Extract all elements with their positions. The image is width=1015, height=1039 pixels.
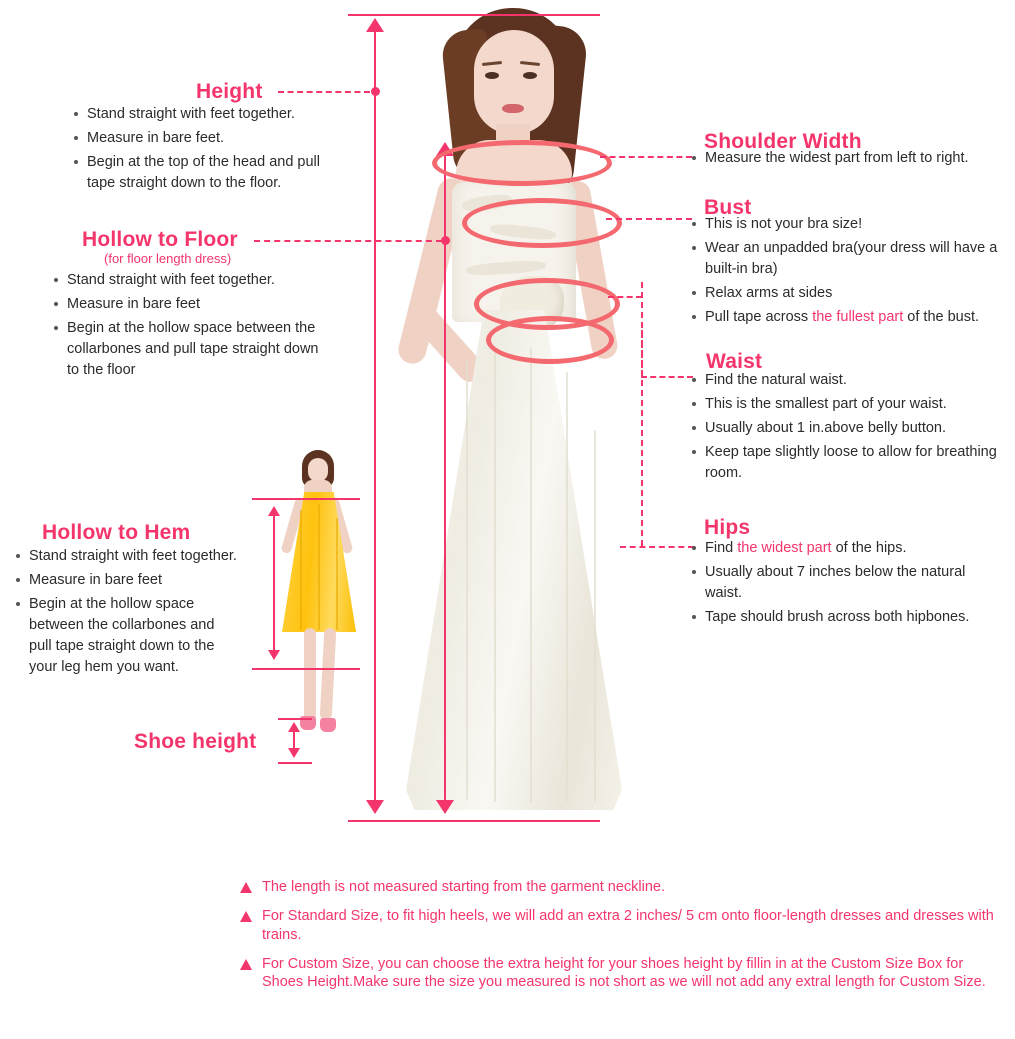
hollow-to-hem-bullets [14,546,240,681]
hollow-to-floor-line [444,154,446,802]
eye-left [485,72,499,79]
hollow-to-hem-line [273,516,275,654]
hollow-floor-callout-leader [254,240,442,242]
hollow-hem-top-bar [252,498,360,500]
skirt-fold [566,372,568,802]
bride-illustration [370,0,650,830]
list-item: Tape should brush across both hipbones. [690,607,1006,628]
note-text: For Standard Size, to fit high heels, we will add an extra 2 inches/ 5 cm onto floor-length dresses and dresses with trains. [262,907,994,943]
height-bullets [72,104,342,197]
note-text: For Custom Size, you can choose the extra height for your shoes height by fillin in at the Custom Size Box for Shoes Height.Make sure the size you measured is not short as we will not add any extral length for Custom Size. [262,955,986,991]
lips [502,104,524,113]
bust-text-before: Pull tape across [705,309,813,326]
hips-text-after: of the hips. [831,540,907,556]
list-item: Measure in bare feet [52,294,332,315]
footer-notes [240,878,1000,1002]
list-item: Stand straight with feet together. [52,270,332,291]
list-item: Begin at the top of the head and pull tape straight down to the floor. [72,152,342,194]
list-item: Measure in bare feet [14,570,240,591]
hips-text-before: Find [705,540,738,556]
hollow-hem-arrow-up [268,506,280,516]
list-item: Stand straight with feet together. [14,546,240,567]
list-item: Find the natural waist. [690,370,1006,391]
height-line [374,30,376,802]
shoe-height-heading: Shoe height [134,730,257,753]
list-item: Usually about 7 inches below the natural waist. [690,562,1006,604]
height-heading: Height [196,80,263,103]
list-item: Relax arms at sides [690,283,1010,304]
leg-right [320,628,337,721]
note-item [240,955,1000,993]
shoulder-width-bullets [690,148,1006,172]
list-item: Begin at the hollow space between the collarbones and pull tape straight down to the floor [52,318,332,381]
hollow-floor-arrow-down [436,800,454,814]
note-text: The length is not measured starting from the garment neckline. [262,879,665,895]
skirt-fold [594,430,596,802]
hollow-to-floor-heading: Hollow to Floor [82,228,238,251]
list-item-bust-fullest [690,307,1010,328]
hollow-to-floor-subheading: (for floor length dress) [104,251,232,266]
hips-bullets [690,538,1006,631]
list-item: This is not your bra size! [690,214,1010,235]
bust-text-emphasis: the fullest part [812,309,904,326]
list-item: Measure the widest part from left to right. [690,148,1006,169]
hips-callout-leader-1 [641,330,643,546]
note-item [240,878,1000,897]
bust-text-after: of the bust. [903,309,980,326]
list-item-hips-widest [690,538,1006,559]
height-callout-dot [371,87,380,96]
hollow-floor-callout-dot [441,236,450,245]
skirt-fold [494,350,496,802]
hollow-hem-bottom-bar [252,668,360,670]
hollow-hem-arrow-down [268,650,280,660]
note-item [240,907,1000,945]
face [308,458,328,482]
height-callout-leader [278,91,370,93]
dress-skirt [406,310,622,810]
bust-heading: Bust [704,196,752,219]
list-item: Stand straight with feet together. [72,104,342,125]
shoe-height-top-bar [278,718,312,720]
short-dress-illustration [266,440,376,770]
list-item: Measure in bare feet. [72,128,342,149]
shoulder-callout-leader [600,156,692,158]
list-item: Begin at the hollow space between the collarbones and pull tape straight down to the your leg hem you want. [14,594,240,678]
hips-heading: Hips [704,516,751,539]
hips-band [486,316,614,364]
hips-callout-leader-2 [620,546,694,548]
shoe-right [320,718,336,732]
triangle-icon [240,882,252,893]
dress-fold [318,504,320,630]
skirt-fold [530,348,532,802]
waist-callout-leader-3 [641,376,693,378]
triangle-icon [240,911,252,922]
triangle-icon [240,959,252,970]
leg-left [304,628,316,720]
list-item: Usually about 1 in.above belly button. [690,418,1006,439]
waist-bullets [690,370,1006,487]
skirt-fold [466,360,468,800]
dress-fold [300,510,302,630]
list-item: Keep tape slightly loose to allow for breathing room. [690,442,1006,484]
shoulder-width-heading: Shoulder Width [704,130,862,153]
bust-band [462,198,622,248]
hips-text-emphasis: the widest part [737,540,832,556]
list-item: Wear an unpadded bra(your dress will have a built-in bra) [690,238,1010,280]
height-arrow-down [366,800,384,814]
hollow-to-floor-bullets [52,270,332,384]
height-bottom-bar [348,820,600,822]
shoe-height-arrow-down [288,748,300,758]
bust-callout-leader [606,218,692,220]
height-top-bar [348,14,600,16]
shoe-height-bottom-bar [278,762,312,764]
hollow-to-hem-heading: Hollow to Hem [42,521,191,544]
eye-right [523,72,537,79]
shoulder-band [432,140,612,186]
list-item: This is the smallest part of your waist. [690,394,1006,415]
dress-fold [336,518,338,630]
waist-callout-leader-1 [608,296,642,298]
waist-heading: Waist [706,350,763,373]
face [474,30,554,134]
bust-bullets [690,214,1010,331]
